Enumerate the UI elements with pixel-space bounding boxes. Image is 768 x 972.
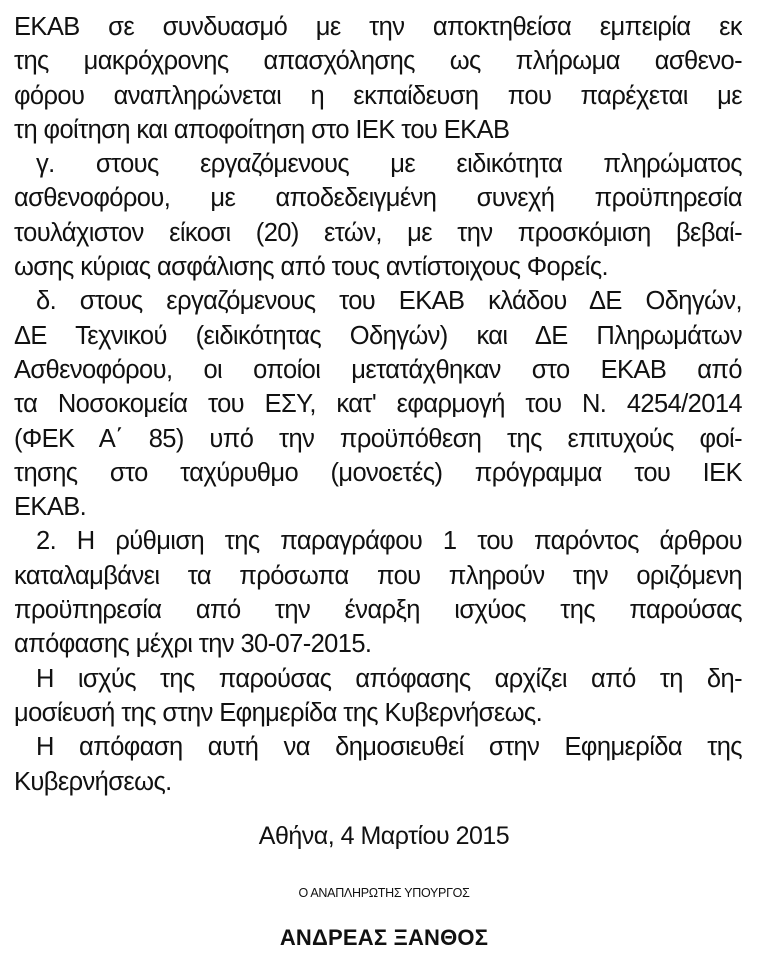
text-line: Ασθενοφόρου, οι οποίοι μετατάχθηκαν στο ΕΚΑΒ από bbox=[14, 355, 742, 384]
text-line: ΕΚΑΒ. bbox=[14, 493, 87, 522]
signature-title: Ο ΑΝΑΠΛΗΡΩΤΗΣ ΥΠΟΥΡΓΟΣ bbox=[298, 886, 470, 900]
text-line-effective-date: Η ισχύς της παρούσας απόφασης αρχίζει από τη δη- bbox=[36, 664, 742, 693]
text-line: καταλαμβάνει τα πρόσωπα που πληρούν την οριζόμενη bbox=[14, 561, 742, 590]
text-line: τα Νοσοκομεία του ΕΣΥ, κατ' εφαρμογή του Ν. 4254/2014 bbox=[14, 390, 742, 419]
signature-place-date: Αθήνα, 4 Μαρτίου 2015 bbox=[258, 822, 510, 850]
text-line: Κυβερνήσεως. bbox=[14, 767, 172, 796]
text-line: της μακρόχρονης απασχόλησης ως πλήρωμα ασθενο- bbox=[14, 47, 742, 76]
text-line: ΔΕ Τεχνικού (ειδικότητας Οδηγών) και ΔΕ Πληρωμάτων bbox=[14, 321, 742, 350]
text-line: τη φοίτηση και αποφοίτηση στο ΙΕΚ του ΕΚΑΒ bbox=[14, 115, 510, 144]
text-line-item-g: γ. στους εργαζόμενους με ειδικότητα πληρώματος bbox=[36, 150, 742, 179]
text-line: φόρου αναπληρώνεται η εκπαίδευση που παρέχεται με bbox=[14, 81, 742, 110]
text-line-paragraph-2: 2. Η ρύθμιση της παραγράφου 1 του παρόντος άρθρου bbox=[36, 527, 742, 556]
text-line-item-d: δ. στους εργαζόμενους του ΕΚΑΒ κλάδου ΔΕ Οδηγών, bbox=[36, 287, 742, 316]
text-line: ασθενοφόρου, με αποδεδειγμένη συνεχή προϋπηρεσία bbox=[14, 184, 742, 213]
text-line: μοσίευσή της στην Εφημερίδα της Κυβερνήσεως. bbox=[14, 698, 543, 727]
text-line: ωσης κύριας ασφάλισης από τους αντίστοιχους Φορείς. bbox=[14, 253, 609, 282]
text-line: τησης στο ταχύρυθμο (μονοετές) πρόγραμμα του ΙΕΚ bbox=[14, 458, 742, 487]
text-line: τουλάχιστον είκοσι (20) ετών, με την προσκόμιση βεβαί- bbox=[14, 218, 742, 247]
text-line-publication: Η απόφαση αυτή να δημοσιευθεί στην Εφημερίδα της bbox=[36, 733, 742, 762]
signature-name: ΑΝΔΡΕΑΣ ΞΑΝΘΟΣ bbox=[279, 925, 489, 950]
document-body bbox=[14, 10, 742, 799]
text-line: προϋπηρεσία από την έναρξη ισχύος της παρούσας bbox=[14, 596, 742, 625]
text-line: απόφασης μέχρι την 30-07-2015. bbox=[14, 630, 372, 659]
text-line: (ΦΕΚ Α΄ 85) υπό την προϋπόθεση της επιτυχούς φοί- bbox=[14, 424, 742, 453]
text-line: ΕΚΑΒ σε συνδυασμό με την αποκτηθείσα εμπειρία εκ bbox=[14, 13, 742, 41]
